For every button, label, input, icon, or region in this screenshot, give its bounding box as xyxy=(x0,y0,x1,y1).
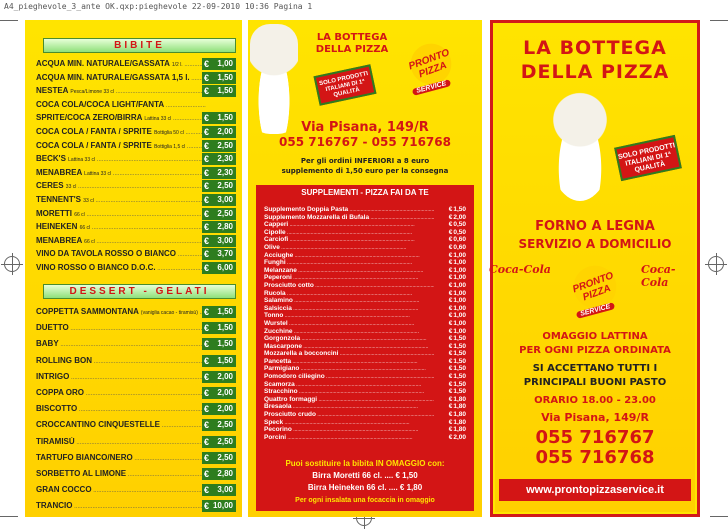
omaggio-line-2 xyxy=(256,483,474,492)
supplement-row xyxy=(264,244,466,252)
supplement-row xyxy=(264,274,466,282)
supplement-price: € 0,50 xyxy=(449,221,466,228)
supplement-price: € 1,50 xyxy=(449,350,466,357)
supplement-price: € 2,00 xyxy=(449,434,466,441)
menu-item-name xyxy=(36,168,206,177)
supplement-name: Salamino ..... xyxy=(264,297,434,304)
menu-item-row xyxy=(36,322,236,334)
supplement-row xyxy=(264,419,466,427)
registration-mark-icon xyxy=(708,256,724,272)
omaggio2-label: Birra Heineken 66 cl. .... xyxy=(307,483,398,492)
item-name: TIRAMISÙ xyxy=(36,436,75,446)
supplement-row xyxy=(264,252,466,260)
item-name: COCA COLA / FANTA / SPRITE xyxy=(36,140,152,150)
menu-item-row xyxy=(36,99,236,111)
chef-illustration-icon xyxy=(547,85,613,201)
supplement-row xyxy=(264,335,466,343)
item-note: Lattina 33 cl xyxy=(84,170,112,177)
supplement-price: € 1,00 xyxy=(449,297,466,304)
phone-numbers: 055 716767 - 055 716768 xyxy=(279,135,451,149)
forno-a-legna: FORNO A LEGNA xyxy=(535,219,655,234)
item-price: € 1,50 xyxy=(202,306,236,318)
supplement-name: Olive ..... xyxy=(264,244,434,251)
supplement-price: € 1,00 xyxy=(449,320,466,327)
supplement-price: € 1,00 xyxy=(449,290,466,297)
item-note: 66 cl xyxy=(84,238,95,245)
item-price: € 6,00 xyxy=(202,262,236,274)
per-ogni-pizza: PER OGNI PIZZA ORDINATA xyxy=(519,345,671,356)
item-note: (vaniglia cacao - tiramisù) xyxy=(140,310,198,316)
logo-sub: SERVICE xyxy=(411,79,450,96)
supplement-price: € 1,50 xyxy=(449,358,466,365)
solo-italiani-badge: SOLO PRODOTTI ITALIANI DI 1ª QUALITÀ xyxy=(314,64,377,105)
item-name: CROCCANTINO CINQUESTELLE xyxy=(36,420,160,430)
supplement-price: € 1,50 xyxy=(449,206,466,213)
item-note: 33 cl xyxy=(83,198,94,204)
menu-item-name xyxy=(36,388,206,397)
item-name: DUETTO xyxy=(36,323,69,333)
panel2-title-line2: DELLA PIZZA xyxy=(315,44,389,55)
file-header: A4_pieghevole_3_ante OK.qxp:pieghevole 22-09-2010 10:36 Pagina 1 xyxy=(4,2,313,11)
item-price: € 2,50 xyxy=(202,452,236,464)
menu-item-name xyxy=(36,420,206,429)
supplement-price: € 1,00 xyxy=(449,282,466,289)
order-note-1: Per gli ordini INFERIORI a 8 euro xyxy=(300,157,430,165)
item-note: Bottiglia 50 cl xyxy=(154,130,184,136)
menu-item-name xyxy=(36,236,206,245)
item-price: € 3,00 xyxy=(202,484,236,496)
menu-item-row xyxy=(36,112,236,124)
supplement-price: € 1,00 xyxy=(449,259,466,266)
supplement-name: Wurstel ..... xyxy=(264,320,434,327)
item-price: € 2,30 xyxy=(202,153,236,165)
menu-item-row xyxy=(36,140,236,152)
supplementi-title: SUPPLEMENTI - PIZZA FAI DA TE xyxy=(256,185,474,200)
item-name: BABY xyxy=(36,339,59,349)
item-price: € 2,50 xyxy=(202,208,236,220)
menu-item-name xyxy=(36,195,206,204)
cover-solo-badge: SOLO PRODOTTI ITALIANI DI 1ª QUALITÀ xyxy=(614,135,682,181)
supplement-name: Prosciutto crudo ..... xyxy=(264,411,434,418)
supplement-name: Salsiccia ..... xyxy=(264,305,434,312)
menu-item-name xyxy=(36,469,206,478)
supplement-price: € 1,00 xyxy=(449,267,466,274)
item-name: INTRIGO xyxy=(36,371,70,381)
supplement-name: Pecorino ..... xyxy=(264,426,434,433)
item-price: € 2,00 xyxy=(202,403,236,415)
supplement-row xyxy=(264,388,466,396)
menu-item-name xyxy=(36,339,206,348)
supplement-price: € 1,50 xyxy=(449,343,466,350)
buoni-pasto-line1: SI ACCETTANO TUTTI I xyxy=(532,363,658,374)
supplement-row xyxy=(264,350,466,358)
supplement-name: Mozzarella a bocconcini ..... xyxy=(264,350,434,357)
menu-item-name xyxy=(36,372,206,381)
menu-item-name xyxy=(36,209,206,218)
supplement-price: € 1,80 xyxy=(449,411,466,418)
item-price: € 2,00 xyxy=(202,387,236,399)
item-note: 33 cl xyxy=(65,184,77,191)
item-price: € 1,50 xyxy=(202,355,236,367)
menu-item-name xyxy=(36,127,206,136)
item-note: Lattina 33 cl xyxy=(144,116,172,123)
supplement-name: Gorgonzola ..... xyxy=(264,335,434,342)
supplement-name: Acciughe ..... xyxy=(264,252,434,259)
supplement-row xyxy=(264,396,466,404)
item-note: Bottiglia 1,5 cl xyxy=(154,143,186,150)
supplement-name: Prosciutto cotto ..... xyxy=(264,282,434,289)
supplement-price: € 0,60 xyxy=(449,236,466,243)
cover-title-line2: DELLA PIZZA xyxy=(520,61,670,83)
menu-item-row xyxy=(36,58,236,70)
menu-item-name xyxy=(36,86,206,95)
cover-phone-1: 055 716767 xyxy=(535,427,655,448)
item-price: € 2,00 xyxy=(202,371,236,383)
supplement-row xyxy=(264,320,466,328)
menu-item-row xyxy=(36,180,236,192)
item-name: NESTEA xyxy=(36,86,69,96)
item-price: € 3,00 xyxy=(202,194,236,206)
item-price: € 2,80 xyxy=(202,468,236,480)
cover-logo-sub: SERVICE xyxy=(575,302,614,319)
order-note-2: supplemento di 1,50 euro per la consegna xyxy=(281,167,449,175)
supplement-price: € 1,00 xyxy=(449,312,466,319)
omaggio-box xyxy=(256,455,474,511)
item-price: € 1,00 xyxy=(202,58,236,70)
supplement-name: Stracchino ..... xyxy=(264,388,434,395)
supplement-row xyxy=(264,365,466,373)
item-note: Pesca/Limone 33 cl xyxy=(70,89,115,96)
menu-item-name xyxy=(36,437,206,446)
menu-item-row xyxy=(36,500,236,512)
item-name: MENABREA xyxy=(36,167,82,177)
supplement-price: € 0,60 xyxy=(449,244,466,251)
supplement-row xyxy=(264,229,466,237)
menu-item-row xyxy=(36,371,236,383)
servizio-a-domicilio: SERVIZIO A DOMICILIO xyxy=(518,237,672,251)
menu-item-row xyxy=(36,484,236,496)
item-price: € 2,50 xyxy=(202,419,236,431)
supplement-row xyxy=(264,297,466,305)
coca-cola-logo-left: Coca-Cola xyxy=(489,263,551,276)
menu-item-name xyxy=(36,100,206,109)
supplement-name: Pancetta ..... xyxy=(264,358,434,365)
menu-item-name xyxy=(36,113,206,122)
item-price: € 2,00 xyxy=(202,126,236,138)
item-price: € 2,50 xyxy=(202,436,236,448)
supplement-price: € 0,50 xyxy=(449,229,466,236)
item-price: € 2,50 xyxy=(202,180,236,192)
supplement-name: Carciofi ..... xyxy=(264,236,434,243)
supplement-price: € 1,50 xyxy=(449,335,466,342)
supplement-row xyxy=(264,434,466,442)
item-name: SORBETTO AL LIMONE xyxy=(36,469,127,478)
item-name: GRAN COCCO xyxy=(36,485,92,495)
supplement-row xyxy=(264,381,466,389)
cover-logo-text: PRONTO PIZZA xyxy=(571,270,616,304)
menu-item-name xyxy=(36,501,206,510)
menu-item-name xyxy=(36,154,206,163)
omaggio2-price: € 1,80 xyxy=(400,483,422,492)
menu-item-row xyxy=(36,419,236,431)
supplement-name: Scamorza ..... xyxy=(264,381,434,388)
supplement-name: Quattro formaggi ..... xyxy=(264,396,434,403)
item-price: € 2,50 xyxy=(202,140,236,152)
menu-item-row xyxy=(36,306,236,318)
menu-item-row xyxy=(36,208,236,220)
item-note: Lattina 33 cl xyxy=(68,157,96,164)
omaggio1-price: € 1,50 xyxy=(395,471,417,480)
supplement-name: Funghi ..... xyxy=(264,259,434,266)
cover-address: Via Pisana, 149/R xyxy=(541,411,649,424)
supplement-row xyxy=(264,312,466,320)
supplement-price: € 1,80 xyxy=(449,419,466,426)
supplement-name: Capperi ..... xyxy=(264,221,434,228)
menu-item-row xyxy=(36,167,236,179)
menu-item-row xyxy=(36,194,236,206)
menu-item-name xyxy=(36,263,206,272)
omaggio-line-1 xyxy=(256,471,474,480)
logo-text: PRONTO PIZZA xyxy=(407,47,452,81)
supplement-name: Bresaola ..... xyxy=(264,403,434,410)
cover-phone-2: 055 716768 xyxy=(535,447,655,468)
supplement-row xyxy=(264,282,466,290)
menu-item-row xyxy=(36,248,236,260)
supplement-name: Cipolle ..... xyxy=(264,229,434,236)
menu-item-name xyxy=(36,141,206,150)
item-name: ROLLING BON xyxy=(36,355,92,365)
supplement-name: Supplemento Doppia Pasta ..... xyxy=(264,206,434,213)
menu-item-name xyxy=(36,307,206,316)
menu-item-row xyxy=(36,235,236,247)
menu-item-row xyxy=(36,262,236,274)
supplement-row xyxy=(264,236,466,244)
item-name: ACQUA MIN. NATURALE/GASSATA xyxy=(36,59,170,68)
supplement-name: Tonno ..... xyxy=(264,312,434,319)
menu-item-row xyxy=(36,72,236,84)
menu-item-row xyxy=(36,452,236,464)
supplement-name: Parmigiano ..... xyxy=(264,365,434,372)
supplement-row xyxy=(264,358,466,366)
supplement-price: € 1,50 xyxy=(449,388,466,395)
menu-item-name xyxy=(36,222,206,231)
item-name: COCA COLA/COCA LIGHT/FANTA xyxy=(36,99,165,109)
menu-item-row xyxy=(36,153,236,165)
item-name: ACQUA MIN. NATURALE/GASSATA 1,5 l. xyxy=(36,72,190,82)
supplement-name: Melanzane ..... xyxy=(264,267,434,274)
item-price: € 1,50 xyxy=(202,322,236,334)
menu-item-name xyxy=(36,453,206,462)
menu-item-name xyxy=(36,485,206,494)
menu-panel-supplements xyxy=(248,20,482,517)
supplement-row xyxy=(264,221,466,229)
supplement-row xyxy=(264,411,466,419)
supplement-row xyxy=(264,343,466,351)
item-name: COCA COLA / FANTA / SPRITE xyxy=(36,127,152,136)
item-name: SPRITE/COCA ZERO/BIRRA xyxy=(36,113,143,123)
section-title-dessert: DESSERT - GELATI xyxy=(43,284,236,299)
supplement-row xyxy=(264,259,466,267)
supplement-row xyxy=(264,267,466,275)
supplement-name: Speck ..... xyxy=(264,419,434,426)
menu-item-row xyxy=(36,403,236,415)
menu-item-name xyxy=(36,249,206,258)
item-price: € 1,50 xyxy=(202,338,236,350)
supplement-price: € 1,00 xyxy=(449,305,466,312)
item-name: BECK'S xyxy=(36,154,66,164)
supplement-row xyxy=(264,426,466,434)
supplement-row xyxy=(264,214,466,222)
item-price: € 3,00 xyxy=(202,235,236,247)
menu-item-name xyxy=(36,356,206,365)
menu-item-name xyxy=(36,181,206,190)
supplement-row xyxy=(264,290,466,298)
address: Via Pisana, 149/R xyxy=(301,120,429,135)
menu-item-name xyxy=(36,404,206,413)
supplement-name: Mascarpone ..... xyxy=(264,343,434,350)
item-price: € 1,50 xyxy=(202,72,236,84)
crop-mark xyxy=(710,516,728,517)
omaggio-lattina: OMAGGIO LATTINA xyxy=(542,331,648,342)
supplement-row xyxy=(264,206,466,214)
menu-item-name xyxy=(36,59,206,68)
crop-mark xyxy=(0,516,18,517)
item-name: MORETTI xyxy=(36,208,72,218)
supplement-price: € 2,00 xyxy=(449,214,466,221)
item-name: COPPA ORO xyxy=(36,388,85,397)
item-name: CERES xyxy=(36,181,64,191)
item-name: MENABREA xyxy=(36,235,82,245)
item-price: € 1,50 xyxy=(202,85,236,97)
section-title-bibite: BIBITE xyxy=(43,38,236,53)
supplement-name: Zucchine ..... xyxy=(264,328,434,335)
supplementi-list xyxy=(256,200,474,455)
supplement-row xyxy=(264,305,466,313)
item-name: HEINEKEN xyxy=(36,222,78,232)
cover-pronto-pizza-logo xyxy=(559,257,631,317)
supplement-name: Pomodoro ciliegino ..... xyxy=(264,373,434,380)
registration-mark-icon xyxy=(4,256,20,272)
supplement-row xyxy=(264,403,466,411)
omaggio-title: Puoi sostituire la bibita IN OMAGGIO con: xyxy=(285,459,445,468)
item-price: € 2,80 xyxy=(202,221,236,233)
supplement-name: Peperoni ..... xyxy=(264,274,434,281)
menu-item-row xyxy=(36,468,236,480)
item-name: VINO DA TAVOLA ROSSO O BIANCO xyxy=(36,249,177,259)
menu-item-row xyxy=(36,436,236,448)
menu-item-row xyxy=(36,355,236,367)
chef-illustration-icon xyxy=(250,24,298,134)
supplement-name: Supplemento Mozzarella di Bufala ..... xyxy=(264,214,434,221)
cover-panel xyxy=(490,20,700,517)
supplement-price: € 1,80 xyxy=(449,426,466,433)
supplement-price: € 1,80 xyxy=(449,396,466,403)
supplement-price: € 1,50 xyxy=(449,365,466,372)
menu-item-row xyxy=(36,338,236,350)
supplement-price: € 1,00 xyxy=(449,328,466,335)
item-name: COPPETTA SAMMONTANA xyxy=(36,307,139,316)
orario: ORARIO 18.00 - 23.00 xyxy=(534,395,656,406)
panel2-title-line1: LA BOTTEGA xyxy=(316,32,388,43)
item-price: € 2,30 xyxy=(202,167,236,179)
item-name: VINO ROSSO O BIANCO D.O.C. xyxy=(36,263,156,272)
supplement-name: Rucola ..... xyxy=(264,290,434,297)
coca-cola-logo-right: Coca-Cola xyxy=(641,263,676,289)
supplement-row xyxy=(264,328,466,336)
item-price: € 1,50 xyxy=(202,112,236,124)
item-note: 1/2 l. xyxy=(171,62,183,68)
supplement-price: € 1,80 xyxy=(449,403,466,410)
supplement-price: € 1,50 xyxy=(449,373,466,380)
item-name: TARTUFO BIANCO/NERO xyxy=(36,452,133,462)
item-note: 66 cl xyxy=(74,211,85,218)
supplement-price: € 1,00 xyxy=(449,252,466,259)
menu-panel-drinks-desserts xyxy=(25,20,242,517)
website-link[interactable]: www.prontopizzaservice.it xyxy=(499,479,691,501)
buoni-pasto-line2: PRINCIPALI BUONI PASTO xyxy=(523,377,667,388)
pronto-pizza-logo xyxy=(398,34,464,94)
crop-mark xyxy=(0,20,18,21)
supplement-name: Porcini ..... xyxy=(264,434,434,441)
supplement-price: € 1,50 xyxy=(449,381,466,388)
item-price: € 3,70 xyxy=(202,248,236,260)
item-note: 66 cl xyxy=(79,225,91,232)
omaggio1-label: Birra Moretti 66 cl. .... xyxy=(312,471,394,480)
menu-item-name xyxy=(36,73,206,82)
item-name: TRANCIO xyxy=(36,501,73,511)
omaggio-note: Per ogni insalata una focaccia in omaggio xyxy=(295,497,435,504)
supplement-price: € 1,00 xyxy=(449,274,466,281)
supplement-row xyxy=(264,373,466,381)
menu-item-row xyxy=(36,387,236,399)
menu-item-row xyxy=(36,85,236,97)
cover-title-line1: LA BOTTEGA xyxy=(523,37,667,59)
item-name: BISCOTTO xyxy=(36,404,78,414)
menu-item-name xyxy=(36,323,206,332)
menu-item-row xyxy=(36,126,236,138)
item-price: € 10,00 xyxy=(202,500,236,512)
crop-mark xyxy=(710,20,728,21)
item-name: TENNENT'S xyxy=(36,195,82,204)
menu-item-row xyxy=(36,221,236,233)
